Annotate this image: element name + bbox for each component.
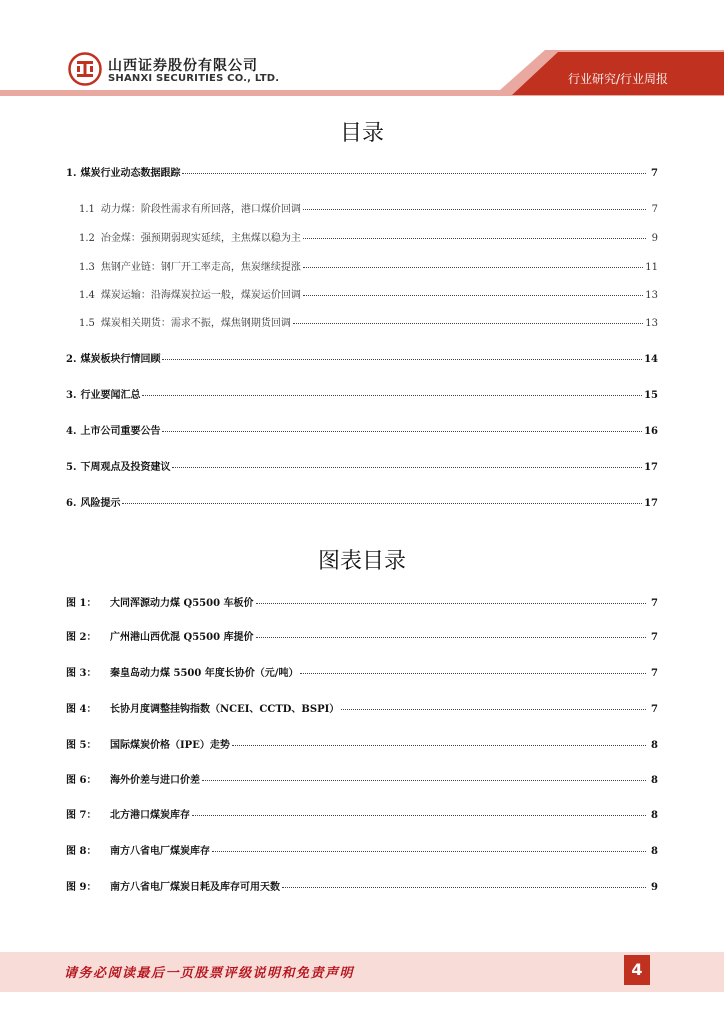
leader-dots <box>303 267 643 268</box>
leader-dots <box>162 431 642 432</box>
figure-item-label: 长协月度调整挂钩指数（NCEI、CCTD、BSPI） <box>110 704 340 715</box>
toc-item-page: 15 <box>644 390 658 401</box>
toc-item-page: 9 <box>651 233 658 244</box>
figure-item-label: 海外价差与进口价差 <box>110 775 200 786</box>
figure-item[interactable]: 图 3： 秦皇岛动力煤 5500 年度长协价（元/吨） 7 <box>66 664 658 679</box>
leader-dots <box>293 323 643 324</box>
toc-item[interactable]: 3. 行业要闻汇总 15 <box>66 386 658 401</box>
page-number: 4 <box>624 955 650 985</box>
leader-dots <box>341 709 646 710</box>
toc-item[interactable]: 1.3 焦钢产业链：钢厂开工率走高，焦炭继续提涨 11 <box>79 258 658 273</box>
toc-title: 目录 <box>339 121 384 146</box>
figure-item[interactable]: 图 8： 南方八省电厂煤炭库存 8 <box>66 842 658 857</box>
figure-item[interactable]: 图 1： 大同浑源动力煤 Q5500 车板价 7 <box>66 594 658 609</box>
figure-item-page: 8 <box>651 846 658 857</box>
toc-item[interactable]: 4. 上市公司重要公告 16 <box>66 422 658 437</box>
toc-item-label: 动力煤：阶段性需求有所回落，港口煤价回调 <box>100 204 301 215</box>
toc-item[interactable]: 5. 下周观点及投资建议 17 <box>66 458 658 473</box>
figure-item[interactable]: 图 2： 广州港山西优混 Q5500 库提价 7 <box>66 628 658 643</box>
figure-item-label: 大同浑源动力煤 Q5500 车板价 <box>110 598 254 609</box>
figure-item-page: 8 <box>651 740 658 751</box>
toc-item[interactable]: 1.2 冶金煤：强预期弱现实延续，主焦煤以稳为主 9 <box>79 229 658 244</box>
figure-item-page: 8 <box>651 810 658 821</box>
report-category: 行业研究/行业周报 <box>567 72 668 86</box>
leader-dots <box>300 673 646 674</box>
leader-dots <box>282 887 646 888</box>
company-name-en: SHANXI SECURITIES CO., LTD. <box>108 73 280 84</box>
leader-dots <box>142 395 642 396</box>
figure-item-page: 7 <box>651 704 658 715</box>
figure-item-label: 北方港口煤炭库存 <box>110 810 190 821</box>
figure-item[interactable]: 图 9： 南方八省电厂煤炭日耗及库存可用天数 9 <box>66 878 658 893</box>
figure-item[interactable]: 图 6： 海外价差与进口价差 8 <box>66 771 658 786</box>
toc-item-label: 煤炭行业动态数据跟踪 <box>80 168 181 179</box>
toc-item[interactable]: 6. 风险提示 17 <box>66 494 658 509</box>
figure-item-label: 南方八省电厂煤炭日耗及库存可用天数 <box>110 882 280 893</box>
toc-item-label: 行业要闻汇总 <box>80 390 141 401</box>
figure-item-page: 7 <box>651 598 658 609</box>
figure-item-label: 南方八省电厂煤炭库存 <box>110 846 210 857</box>
toc-item-page: 11 <box>645 262 658 273</box>
toc-item-page: 13 <box>645 290 658 301</box>
leader-dots <box>303 238 646 239</box>
figure-item-page: 8 <box>651 775 658 786</box>
toc-item-label: 煤炭板块行情回顾 <box>80 354 161 365</box>
figure-item-label: 国际煤炭价格（IPE）走势 <box>110 740 230 751</box>
toc-item-page: 17 <box>644 498 658 509</box>
leader-dots <box>256 603 646 604</box>
figure-item[interactable]: 图 7： 北方港口煤炭库存 8 <box>66 806 658 821</box>
leader-dots <box>162 359 642 360</box>
company-name-cn: 山西证券股份有限公司 <box>108 58 258 74</box>
toc-item-label: 冶金煤：强预期弱现实延续，主焦煤以稳为主 <box>100 233 301 244</box>
figure-item-page: 7 <box>651 668 658 679</box>
leader-dots <box>172 467 642 468</box>
leader-dots <box>192 815 646 816</box>
toc-item[interactable]: 1.1 动力煤：阶段性需求有所回落，港口煤价回调 7 <box>79 200 658 215</box>
toc-item-label: 煤炭相关期货：需求不振，煤焦钢期货回调 <box>100 318 291 329</box>
figure-list-title: 图表目录 <box>317 549 406 574</box>
toc-item[interactable]: 2. 煤炭板块行情回顾 14 <box>66 350 658 365</box>
leader-dots <box>303 295 643 296</box>
toc-item-page: 16 <box>644 426 658 437</box>
toc-item-page: 13 <box>645 318 658 329</box>
toc-item-page: 14 <box>644 354 658 365</box>
toc-item-page: 7 <box>651 168 658 179</box>
toc-item-label: 下周观点及投资建议 <box>80 462 171 473</box>
toc-item-label: 风险提示 <box>80 498 121 509</box>
toc-item-page: 7 <box>651 204 658 215</box>
toc-item-label: 焦钢产业链：钢厂开工率走高，焦炭继续提涨 <box>100 262 301 273</box>
figure-item-label: 秦皇岛动力煤 5500 年度长协价（元/吨） <box>110 668 299 679</box>
leader-dots <box>122 503 642 504</box>
footer-disclaimer: 请务必阅读最后一页股票评级说明和免责声明 <box>64 966 355 981</box>
toc-item[interactable]: 1. 煤炭行业动态数据跟踪 7 <box>66 164 658 179</box>
figure-item[interactable]: 图 5： 国际煤炭价格（IPE）走势 8 <box>66 736 658 751</box>
leader-dots <box>182 173 646 174</box>
leader-dots <box>232 745 646 746</box>
leader-dots <box>303 209 646 210</box>
figure-item-page: 9 <box>651 882 658 893</box>
toc-item[interactable]: 1.5 煤炭相关期货：需求不振，煤焦钢期货回调 13 <box>79 314 658 329</box>
toc-item[interactable]: 1.4 煤炭运输：沿海煤炭拉运一般，煤炭运价回调 13 <box>79 286 658 301</box>
toc-item-label: 煤炭运输：沿海煤炭拉运一般，煤炭运价回调 <box>100 290 301 301</box>
toc-item-page: 17 <box>644 462 658 473</box>
figure-item-page: 7 <box>651 632 658 643</box>
figure-item[interactable]: 图 4： 长协月度调整挂钩指数（NCEI、CCTD、BSPI） 7 <box>66 700 658 715</box>
toc-item-label: 上市公司重要公告 <box>80 426 161 437</box>
leader-dots <box>212 851 646 852</box>
leader-dots <box>256 637 646 638</box>
figure-item-label: 广州港山西优混 Q5500 库提价 <box>110 632 254 643</box>
company-logo-icon <box>68 52 102 86</box>
leader-dots <box>202 780 646 781</box>
